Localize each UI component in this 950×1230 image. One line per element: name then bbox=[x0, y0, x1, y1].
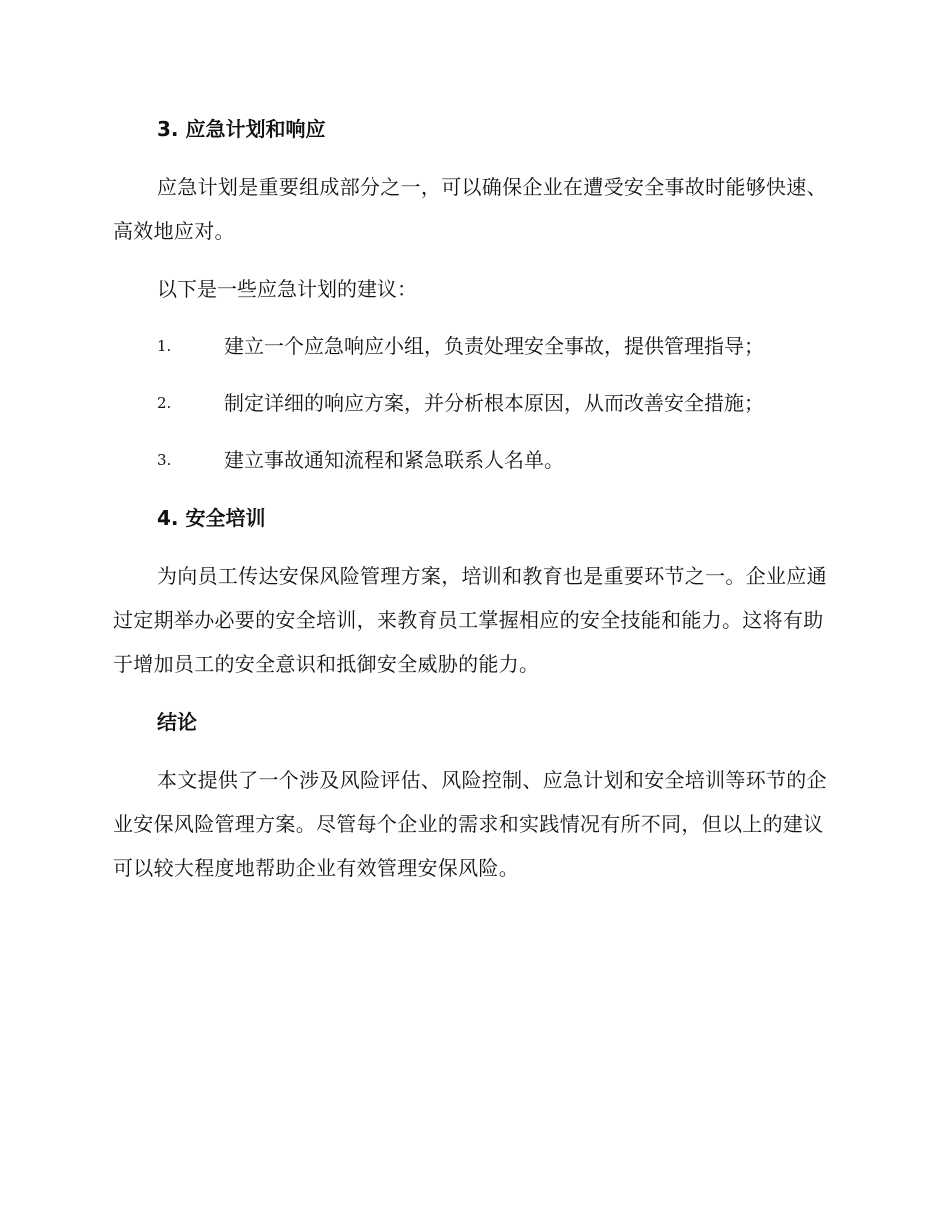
list-item bbox=[157, 332, 837, 360]
list-item-text: 制定详细的响应方案，并分析根本原因，从而改善安全措施； bbox=[224, 391, 764, 415]
conclusion-paragraph: 本文提供了一个涉及风险评估、风险控制、应急计划和安全培训等环节的企业安保风险管理方案。尽管每个企业的需求和实践情况有所不同，但以上的建议可以较大程度地帮助企业有效管理安保风险。 bbox=[113, 768, 827, 880]
list-item-text: 建立一个应急响应小组，负责处理安全事故，提供管理指导； bbox=[224, 334, 764, 358]
training-paragraph: 为向员工传达安保风险管理方案，培训和教育也是重要环节之一。企业应通过定期举办必要的安全培训，来教育员工掌握相应的安全技能和能力。这将有助于增加员工的安全意识和抵御安全威胁的能力。 bbox=[113, 564, 827, 676]
emergency-list-intro: 以下是一些应急计划的建议： bbox=[157, 277, 417, 301]
emergency-paragraph: 应急计划是重要组成部分之一，可以确保企业在遭受安全事故时能够快速、高效地应对。 bbox=[113, 175, 827, 243]
list-item bbox=[157, 446, 837, 474]
list-item-number: 3. bbox=[157, 451, 172, 469]
section-heading-conclusion: 结论 bbox=[157, 710, 197, 734]
section-heading-emergency: 3. 应急计划和响应 bbox=[157, 117, 326, 141]
section-heading-training: 4. 安全培训 bbox=[157, 506, 266, 530]
list-item-number: 2. bbox=[157, 394, 172, 412]
list-item bbox=[157, 389, 837, 417]
list-item-text: 建立事故通知流程和紧急联系人名单。 bbox=[224, 448, 564, 472]
list-item-number: 1. bbox=[157, 337, 172, 355]
